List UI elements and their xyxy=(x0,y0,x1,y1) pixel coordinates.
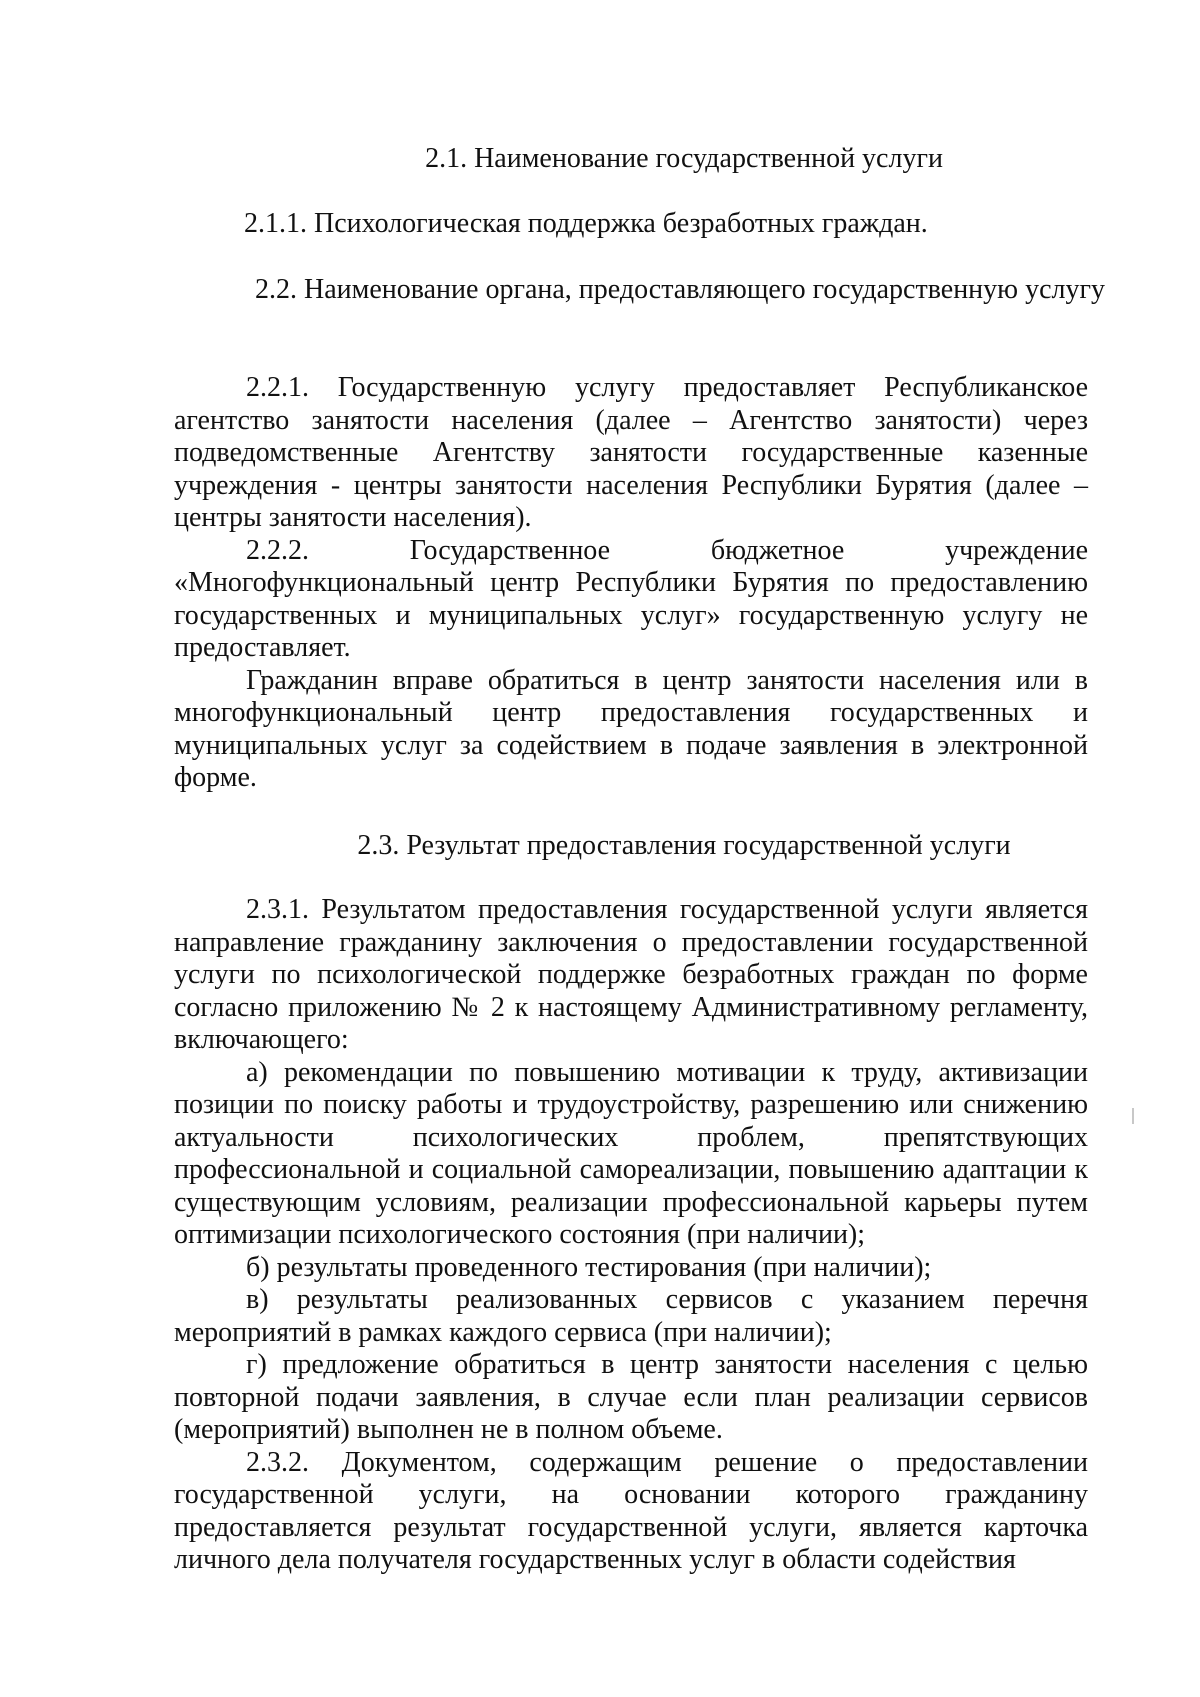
section-2-2-heading: 2.2. Наименование органа, предоставляющего государственную услугу xyxy=(255,274,1105,305)
section-2-1-heading: 2.1. Наименование государственной услуги xyxy=(425,143,943,174)
list-item-v: в) результаты реализованных сервисов с указанием перечня мероприятий в рамках каждого сервиса (при наличии); xyxy=(174,1284,1088,1348)
section-2-3-heading: 2.3. Результат предоставления государственной услуги xyxy=(357,830,1011,861)
list-item-b: б) результаты проведенного тестирования (при наличии); xyxy=(246,1251,932,1283)
section-2-2-1-paragraph: 2.2.1. Государственную услугу предоставляет Республиканское агентство занятости населения (далее – Агентство занятости) через подведомственные Агентству занятости государственные казенные учреждения - центры занятости населения Республики Бурятия (далее – центры занятости населения). xyxy=(174,372,1088,533)
section-2-2-body xyxy=(174,372,1088,795)
list-item-a: а) рекомендации по повышению мотивации к труду, активизации позиции по поиску работы и трудоустройству, разрешению или снижению актуальности психологических проблем, препятствующих профессиональной и социальной самореализации, повышению адаптации к существующим условиям, реализации профессиональной карьеры путем оптимизации психологического состояния (при наличии); xyxy=(174,1056,1088,1250)
list-item-g: г) предложение обратиться в центр занятости населения с целью повторной подачи заявления, в случае если план реализации сервисов (мероприятий) выполнен не в полном объеме. xyxy=(174,1349,1088,1445)
section-2-1-1-paragraph: 2.1.1. Психологическая поддержка безработных граждан. xyxy=(244,208,928,239)
section-2-2-2-paragraph: 2.2.2. Государственное бюджетное учреждение «Многофункциональный центр Республики Бурятия по предоставлению государственных и муниципальных услуг» государственную услугу не предоставляет. xyxy=(174,534,1088,663)
citizen-right-paragraph: Гражданин вправе обратиться в центр занятости населения или в многофункциональный центр предоставления государственных и муниципальных услуг за содействием в подаче заявления в электронной форме. xyxy=(174,664,1088,793)
section-2-3-body xyxy=(174,894,1088,1577)
section-2-3-2-paragraph: 2.3.2. Документом, содержащим решение о предоставлении государственной услуги, на основании которого гражданину предоставляется результат государственной услуги, является карточка личного дела получателя государственных услуг в области содействия xyxy=(174,1446,1088,1575)
section-2-3-1-paragraph: 2.3.1. Результатом предоставления государственной услуги является направление гражданину заключения о предоставлении государственной услуги по психологической поддержке безработных граждан по форме согласно приложению № 2 к настоящему Административному регламенту, включающего: xyxy=(174,894,1088,1055)
scan-artifact-mark xyxy=(1132,1108,1134,1124)
